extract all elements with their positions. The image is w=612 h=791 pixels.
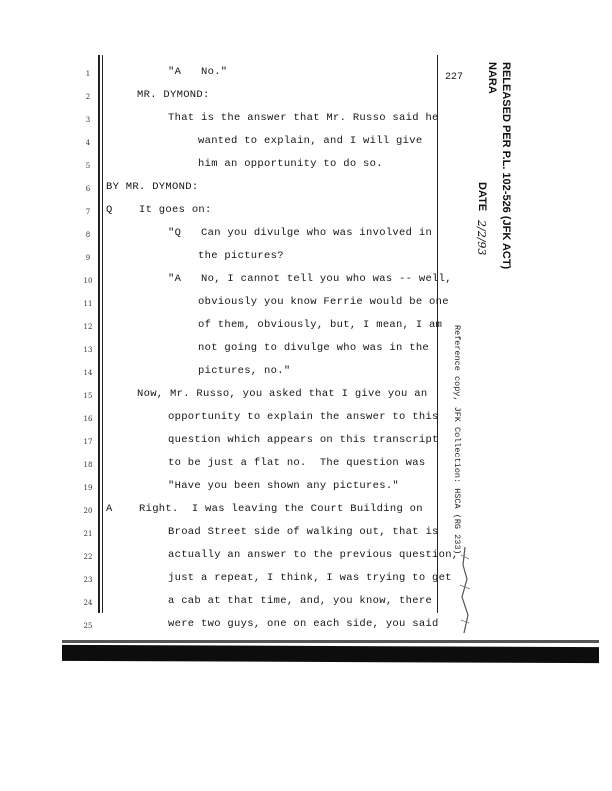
release-stamp: RELEASED PER P.L. 102-526 (JFK ACT): [500, 62, 512, 270]
line-number: 19: [83, 484, 93, 492]
line-number: 23: [83, 576, 93, 584]
line-number: 15: [83, 392, 93, 400]
line-number: 16: [83, 415, 93, 423]
transcript-line: a cab at that time, and, you know, there: [168, 595, 433, 607]
line-number: 25: [83, 622, 93, 630]
transcript-line: "Q Can you divulge who was involved in: [168, 227, 433, 239]
line-number: 24: [83, 599, 93, 607]
transcript-line: him an opportunity to do so.: [198, 158, 383, 170]
transcript-line: were two guys, one on each side, you said: [168, 618, 439, 630]
line-number: 1: [85, 70, 91, 78]
line-number: 5: [85, 162, 91, 170]
transcript-line: Q It goes on:: [106, 204, 212, 216]
line-number: 9: [85, 254, 91, 262]
release-stamp-date-label: DATE: [476, 182, 488, 212]
transcript-line: obviously you know Ferrie would be one: [198, 296, 449, 308]
release-stamp-date: 2/2/93: [475, 220, 488, 256]
scan-artifact-icon: [458, 545, 472, 635]
transcript-line: question which appears on this transcript: [168, 434, 439, 446]
transcript-line: the pictures?: [198, 250, 284, 262]
line-number: 13: [83, 346, 93, 354]
left-margin-rule-inner: [102, 55, 103, 613]
line-number: 18: [83, 461, 93, 469]
transcript-line: "A No.": [168, 66, 228, 78]
line-number: 2: [85, 93, 91, 101]
transcript-line: MR. DYMOND:: [137, 89, 210, 101]
transcript-line: "Have you been shown any pictures.": [168, 480, 400, 492]
line-number: 22: [83, 553, 93, 561]
page-number: 227: [445, 72, 464, 83]
line-number: 4: [85, 139, 91, 147]
scan-edge-bar: [62, 645, 599, 663]
transcript-line: That is the answer that Mr. Russo said he: [168, 112, 439, 124]
transcript-line: actually an answer to the previous question,: [168, 549, 459, 561]
line-number: 11: [83, 300, 93, 308]
transcript-line: A Right. I was leaving the Court Building on: [106, 503, 423, 515]
line-number: 6: [85, 185, 91, 193]
transcript-line: Now, Mr. Russo, you asked that I give you an: [137, 388, 428, 400]
line-number: 7: [85, 208, 91, 216]
transcript-line: "A No, I cannot tell you who was -- well,: [168, 273, 452, 285]
line-number: 17: [83, 438, 93, 446]
transcript-line: of them, obviously, but, I mean, I am: [198, 319, 443, 331]
transcript-line: not going to divulge who was in the: [198, 342, 430, 354]
line-number: 10: [83, 277, 93, 285]
left-margin-rule: [98, 55, 100, 613]
scan-edge-shadow: [62, 640, 599, 643]
transcript-line: pictures, no.": [198, 365, 291, 377]
line-number: 21: [83, 530, 93, 538]
line-number: 20: [83, 507, 93, 515]
release-stamp-nara: NARA: [486, 62, 498, 94]
transcript-line: Broad Street side of walking out, that is: [168, 526, 439, 538]
transcript-line: wanted to explain, and I will give: [198, 135, 423, 147]
transcript-line: just a repeat, I think, I was trying to get: [168, 572, 452, 584]
line-number: 8: [85, 231, 91, 239]
transcript-line: opportunity to explain the answer to this: [168, 411, 439, 423]
line-number: 12: [83, 323, 93, 331]
reference-copy-note: Reference copy, JFK Collection: HSCA (RG 233): [452, 325, 462, 555]
line-number: 14: [83, 369, 93, 377]
line-number: 3: [85, 116, 91, 124]
transcript-line: BY MR. DYMOND:: [106, 181, 199, 193]
transcript-line: to be just a flat no. The question was: [168, 457, 426, 469]
